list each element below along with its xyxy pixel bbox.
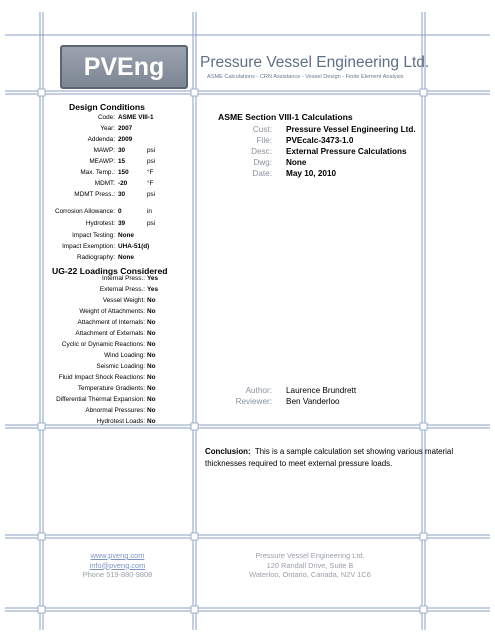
calc-info-label: File:: [256, 136, 272, 145]
loading-value: No: [147, 308, 156, 315]
design-row-unit: °F: [147, 169, 154, 176]
loading-row: [0, 406, 195, 417]
loading-row: [0, 417, 195, 428]
design-row-label: Hydrotest:: [85, 220, 115, 227]
design-row-label: Code:: [97, 114, 115, 121]
loading-row: [0, 318, 195, 329]
phone-number: Phone 519-880-9808: [82, 570, 153, 579]
footer-contact: [55, 551, 180, 580]
design-row-unit: °F: [147, 180, 154, 187]
loading-value: No: [147, 330, 156, 337]
loading-label: External Press.:: [99, 286, 145, 293]
design-row-label: MEAWP:: [89, 158, 115, 165]
design-row: [0, 230, 195, 241]
reviewer-row: [210, 396, 480, 407]
design-row: [0, 157, 195, 167]
loading-row: [0, 296, 195, 307]
conclusion-label: Conclusion:: [205, 447, 251, 456]
design-row-value: 150: [118, 169, 129, 176]
author-name: Laurence Brundrett: [286, 386, 357, 395]
calc-info-label: Date:: [252, 169, 272, 178]
loading-label: Hydrotest Loads:: [96, 418, 145, 425]
design-row-value: 15: [118, 158, 126, 165]
loading-label: Attachment of Internals:: [77, 319, 145, 326]
loading-value: No: [147, 341, 156, 348]
loading-value: No: [147, 407, 156, 414]
design-row-label: MDMT Press.:: [74, 191, 115, 198]
loading-value: No: [147, 385, 156, 392]
design-row-value: 2009: [118, 136, 133, 143]
loading-row: [0, 362, 195, 373]
design-row-label: Max. Temp.:: [80, 169, 115, 176]
loading-value: No: [147, 396, 156, 403]
loading-row: [0, 373, 195, 384]
calc-info-label: Dwg:: [253, 158, 272, 167]
loading-value: No: [147, 319, 156, 326]
author-row: [210, 385, 480, 396]
design-row-label: Addenda:: [87, 136, 115, 143]
loading-label: Wind Loading:: [104, 352, 145, 359]
design-row-value: ASME VIII-1: [118, 114, 154, 121]
design-row-label: Impact Exemption:: [62, 243, 115, 250]
conclusion-block: [205, 446, 467, 469]
loading-label: Weight of Attachments:: [79, 308, 145, 315]
loading-value: No: [147, 418, 156, 425]
design-row-unit: in: [147, 208, 152, 215]
design-row-label: Impact Testing:: [72, 232, 115, 239]
design-conditions-heading: Design Conditions: [69, 102, 145, 112]
calc-info-row: [210, 147, 480, 158]
loading-label: Attachment of Externals:: [75, 330, 145, 337]
author-label: Author:: [245, 386, 272, 395]
website-link[interactable]: www.pveng.com: [90, 551, 145, 560]
loading-value: Yes: [147, 275, 159, 282]
design-row-value: 30: [118, 191, 126, 198]
loading-label: Seismic Loading:: [96, 363, 145, 370]
loading-label: Differential Thermal Expansion:: [56, 396, 145, 403]
loading-row: [0, 329, 195, 340]
design-row: [0, 241, 195, 252]
design-row: [0, 206, 195, 217]
design-row: [0, 179, 195, 189]
design-row: [0, 252, 195, 263]
conclusion-text: This is a sample calculation set showing various material thicknesses required to meet external pressure loads.: [205, 447, 454, 468]
design-row: [0, 135, 195, 145]
design-row: [0, 190, 195, 200]
calc-info-value: PVEcalc-3473-1.0: [286, 136, 354, 145]
loading-label: Vessel Weight:: [102, 297, 145, 304]
design-row-unit: psi: [147, 191, 156, 198]
design-row: [0, 168, 195, 178]
loading-label: Internal Press.:: [102, 275, 145, 282]
loading-row: [0, 285, 195, 296]
email-link[interactable]: info@pveng.com: [89, 560, 146, 570]
loading-value: No: [147, 352, 156, 359]
loading-value: Yes: [147, 286, 159, 293]
calc-info-label: Desc:: [251, 147, 272, 156]
design-row-label: MDMT:: [94, 180, 115, 187]
loading-row: [0, 351, 195, 362]
calc-info-value: May 10, 2010: [286, 169, 337, 178]
calc-info-row: [210, 158, 480, 169]
calc-info-row: [210, 136, 480, 147]
design-row-value: 39: [118, 220, 126, 227]
loading-value: No: [147, 374, 156, 381]
design-row-label: Radiography:: [76, 254, 115, 261]
reviewer-label: Reviewer:: [235, 397, 272, 406]
design-row-unit: psi: [147, 158, 156, 165]
design-row-unit: psi: [147, 147, 156, 154]
design-row: [0, 146, 195, 156]
design-row-value: 2007: [118, 125, 133, 132]
footer-company: Pressure Vessel Engineering Ltd.: [255, 551, 365, 560]
design-row: [0, 113, 195, 123]
loading-row: [0, 395, 195, 406]
address-line-2: Waterloo, Ontario, Canada, N2V 1C6: [249, 570, 371, 579]
loading-row: [0, 340, 195, 351]
loading-label: Fluid Impact Shock Reactions:: [58, 374, 145, 381]
address-line-1: 120 Randall Drive, Suite B: [266, 560, 354, 570]
loading-label: Temperature Gradients:: [77, 385, 145, 392]
design-row: [0, 218, 195, 229]
design-row-unit: psi: [147, 220, 156, 227]
calc-info-value: External Pressure Calculations: [286, 147, 407, 156]
loading-label: Abnormal Pressures:: [85, 407, 145, 414]
company-tagline: ASME Calculations - CRN Assistance - Vessel Design - Finite Element Analysis: [207, 74, 404, 80]
loading-row: [0, 307, 195, 318]
calc-info-value: None: [286, 158, 307, 167]
loading-value: No: [147, 363, 156, 370]
calc-info-row: [210, 169, 480, 180]
loadings-heading: UG-22 Loadings Considered: [52, 266, 168, 276]
design-row-value: 30: [118, 147, 126, 154]
footer-address: [200, 551, 420, 580]
design-row-value: 0: [118, 208, 122, 215]
design-row-value: UHA-51(d): [118, 243, 150, 250]
company-logo: PVEng: [60, 45, 188, 89]
design-row: [0, 124, 195, 134]
loading-row: [0, 274, 195, 285]
calc-info-row: [210, 125, 480, 136]
design-row-label: MAWP:: [93, 147, 115, 154]
design-row-label: Corrosion Allowance:: [54, 208, 115, 215]
company-name: Pressure Vessel Engineering Ltd.: [200, 54, 430, 71]
design-row-value: None: [118, 254, 134, 261]
design-row-value: None: [118, 232, 134, 239]
loading-value: No: [147, 297, 156, 304]
design-row-value: -20: [118, 180, 128, 187]
design-row-label: Year:: [100, 125, 115, 132]
loading-row: [0, 384, 195, 395]
loading-label: Cyclic or Dynamic Reactions:: [61, 341, 145, 348]
calc-info-value: Pressure Vessel Engineering Ltd.: [286, 125, 416, 134]
calc-info-label: Cust:: [252, 125, 272, 134]
calc-section-title: ASME Section VIII-1 Calculations: [218, 112, 353, 122]
reviewer-name: Ben Vanderloo: [286, 397, 340, 406]
